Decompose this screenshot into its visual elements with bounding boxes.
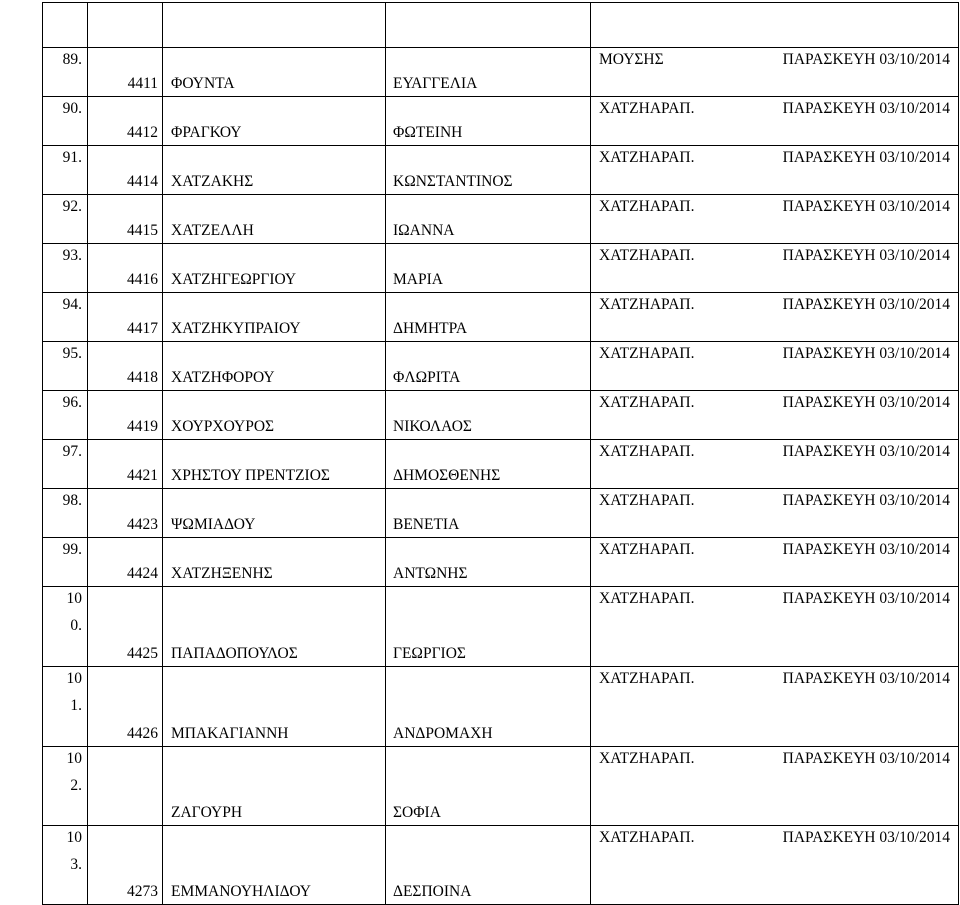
student-firstname: ΜΑΡΙΑ <box>393 271 443 288</box>
student-firstname: ΑΝΔΡΟΜΑΧΗ <box>393 725 493 742</box>
exam-cell <box>591 244 959 293</box>
student-surname: ΕΜΜΑΝΟΥΗΛΙΔΟΥ <box>171 883 311 900</box>
row-number-cell <box>43 747 88 826</box>
row-number-cell <box>43 48 88 97</box>
student-firstname: ΦΩΤΕΙΝΗ <box>393 124 463 141</box>
row-number-cell <box>43 293 88 342</box>
row-number-cell <box>43 342 88 391</box>
row-number-wrap: 0. <box>70 617 82 634</box>
examiner-name: ΧΑΤΖΗΑΡΑΠ. <box>599 750 695 767</box>
student-surname: ΦΡΑΓΚΟΥ <box>171 124 242 141</box>
student-surname: ΦΟΥΝΤΑ <box>171 75 235 92</box>
student-surname: ΧΡΗΣΤΟΥ ΠΡΕΝΤΖΙΟΣ <box>171 467 330 484</box>
row-number-cell <box>43 826 88 905</box>
student-firstname: ΣΟΦΙΑ <box>393 804 441 821</box>
examiner-name: ΧΑΤΖΗΑΡΑΠ. <box>599 394 695 411</box>
exam-cell <box>591 440 959 489</box>
row-number: 97. <box>62 443 82 460</box>
code-cell <box>88 587 163 667</box>
student-firstname: ΙΩΑΝΝΑ <box>393 222 455 239</box>
student-firstname: ΔΗΜΗΤΡΑ <box>393 320 468 337</box>
surname-cell <box>163 146 386 195</box>
student-code: 4412 <box>127 124 158 141</box>
exam-cell <box>591 146 959 195</box>
row-number: 91. <box>62 149 82 166</box>
exam-cell <box>591 97 959 146</box>
row-number: 94. <box>62 296 82 313</box>
row-number: 99. <box>62 541 82 558</box>
exam-date: ΠΑΡΑΣΚΕΥΗ 03/10/2014 <box>782 296 950 313</box>
table-row <box>43 489 959 538</box>
examiner-name: ΧΑΤΖΗΑΡΑΠ. <box>599 247 695 264</box>
row-number-cell <box>43 391 88 440</box>
table-header-row <box>43 3 959 48</box>
header-cell <box>386 3 591 48</box>
surname-cell <box>163 195 386 244</box>
exam-cell <box>591 538 959 587</box>
student-surname: ΠΑΠΑΔΟΠΟΥΛΟΣ <box>171 645 298 662</box>
exam-date: ΠΑΡΑΣΚΕΥΗ 03/10/2014 <box>782 492 950 509</box>
firstname-cell <box>386 97 591 146</box>
student-code: 4425 <box>127 645 158 662</box>
code-cell <box>88 48 163 97</box>
student-firstname: ΔΕΣΠΟΙΝΑ <box>393 883 472 900</box>
code-cell <box>88 342 163 391</box>
code-cell <box>88 489 163 538</box>
surname-cell <box>163 97 386 146</box>
firstname-cell <box>386 48 591 97</box>
table-row <box>43 538 959 587</box>
header-cell <box>163 3 386 48</box>
code-cell <box>88 195 163 244</box>
table-row <box>43 97 959 146</box>
table-row <box>43 195 959 244</box>
student-code: 4411 <box>127 75 158 92</box>
row-number-cell <box>43 440 88 489</box>
row-number: 10 <box>66 590 82 607</box>
student-code: 4419 <box>127 418 158 435</box>
exam-cell <box>591 48 959 97</box>
row-number-cell <box>43 244 88 293</box>
exam-cell <box>591 293 959 342</box>
exam-date: ΠΑΡΑΣΚΕΥΗ 03/10/2014 <box>782 100 950 117</box>
student-code: 4424 <box>127 565 158 582</box>
firstname-cell <box>386 538 591 587</box>
surname-cell <box>163 489 386 538</box>
student-firstname: ΚΩΝΣΤΑΝΤΙΝΟΣ <box>393 173 513 190</box>
exam-cell <box>591 342 959 391</box>
code-cell <box>88 667 163 747</box>
firstname-cell <box>386 489 591 538</box>
exam-cell <box>591 391 959 440</box>
row-number-cell <box>43 146 88 195</box>
exam-cell <box>591 667 959 747</box>
examiner-name: ΧΑΤΖΗΑΡΑΠ. <box>599 670 695 687</box>
code-cell <box>88 293 163 342</box>
header-cell <box>88 3 163 48</box>
firstname-cell <box>386 293 591 342</box>
row-number-cell <box>43 587 88 667</box>
surname-cell <box>163 440 386 489</box>
firstname-cell <box>386 391 591 440</box>
examiner-name: ΧΑΤΖΗΑΡΑΠ. <box>599 590 695 607</box>
student-code: 4416 <box>127 271 158 288</box>
surname-cell <box>163 538 386 587</box>
row-number: 89. <box>62 51 82 68</box>
firstname-cell <box>386 587 591 667</box>
code-cell <box>88 538 163 587</box>
exam-date: ΠΑΡΑΣΚΕΥΗ 03/10/2014 <box>782 345 950 362</box>
firstname-cell <box>386 146 591 195</box>
surname-cell <box>163 48 386 97</box>
table-row <box>43 146 959 195</box>
student-code: 4418 <box>127 369 158 386</box>
table-row <box>43 587 959 667</box>
student-firstname: ΔΗΜΟΣΘΕΝΗΣ <box>393 467 501 484</box>
student-surname: ΧΑΤΖΗΦΟΡΟΥ <box>171 369 275 386</box>
exam-cell <box>591 826 959 905</box>
examiner-name: ΧΑΤΖΗΑΡΑΠ. <box>599 198 695 215</box>
surname-cell <box>163 342 386 391</box>
firstname-cell <box>386 440 591 489</box>
exam-date: ΠΑΡΑΣΚΕΥΗ 03/10/2014 <box>782 198 950 215</box>
student-code: 4415 <box>127 222 158 239</box>
student-surname: ΧΑΤΖΑΚΗΣ <box>171 173 254 190</box>
examiner-name: ΧΑΤΖΗΑΡΑΠ. <box>599 296 695 313</box>
student-firstname: ΒΕΝΕΤΙΑ <box>393 516 460 533</box>
examiner-name: ΧΑΤΖΗΑΡΑΠ. <box>599 345 695 362</box>
firstname-cell <box>386 667 591 747</box>
row-number: 96. <box>62 394 82 411</box>
code-cell <box>88 146 163 195</box>
student-code: 4273 <box>127 883 158 900</box>
code-cell <box>88 244 163 293</box>
exam-cell <box>591 195 959 244</box>
firstname-cell <box>386 195 591 244</box>
student-surname: ΨΩΜΙΑΔΟΥ <box>171 516 256 533</box>
firstname-cell <box>386 244 591 293</box>
examiner-name: ΜΟΥΣΗΣ <box>599 51 664 68</box>
student-firstname: ΝΙΚΟΛΑΟΣ <box>393 418 472 435</box>
table-row <box>43 342 959 391</box>
surname-cell <box>163 244 386 293</box>
student-surname: ΧΟΥΡΧΟΥΡΟΣ <box>171 418 275 435</box>
student-firstname: ΦΛΩΡΙΤΑ <box>393 369 461 386</box>
exam-date: ΠΑΡΑΣΚΕΥΗ 03/10/2014 <box>782 670 950 687</box>
surname-cell <box>163 587 386 667</box>
row-number: 92. <box>62 198 82 215</box>
table-row <box>43 747 959 826</box>
student-code: 4423 <box>127 516 158 533</box>
row-number: 95. <box>62 345 82 362</box>
code-cell <box>88 826 163 905</box>
student-firstname: ΑΝΤΩΝΗΣ <box>393 565 468 582</box>
row-number: 98. <box>62 492 82 509</box>
exam-date: ΠΑΡΑΣΚΕΥΗ 03/10/2014 <box>782 247 950 264</box>
examiner-name: ΧΑΤΖΗΑΡΑΠ. <box>599 492 695 509</box>
student-code: 4417 <box>127 320 158 337</box>
exam-date: ΠΑΡΑΣΚΕΥΗ 03/10/2014 <box>782 541 950 558</box>
examiner-name: ΧΑΤΖΗΑΡΑΠ. <box>599 829 695 846</box>
student-code: 4421 <box>127 467 158 484</box>
exam-schedule-table <box>42 2 959 905</box>
exam-date: ΠΑΡΑΣΚΕΥΗ 03/10/2014 <box>782 394 950 411</box>
table-row <box>43 293 959 342</box>
surname-cell <box>163 826 386 905</box>
row-number-cell <box>43 97 88 146</box>
exam-date: ΠΑΡΑΣΚΕΥΗ 03/10/2014 <box>782 750 950 767</box>
student-surname: ΖΑΓΟΥΡΗ <box>171 804 243 821</box>
exam-date: ΠΑΡΑΣΚΕΥΗ 03/10/2014 <box>782 149 950 166</box>
table-row <box>43 48 959 97</box>
exam-cell <box>591 747 959 826</box>
firstname-cell <box>386 342 591 391</box>
code-cell <box>88 440 163 489</box>
table-row <box>43 391 959 440</box>
firstname-cell <box>386 747 591 826</box>
row-number-cell <box>43 489 88 538</box>
row-number: 10 <box>66 750 82 767</box>
table-row <box>43 244 959 293</box>
examiner-name: ΧΑΤΖΗΑΡΑΠ. <box>599 149 695 166</box>
row-number: 10 <box>66 829 82 846</box>
exam-cell <box>591 489 959 538</box>
code-cell <box>88 391 163 440</box>
code-cell <box>88 747 163 826</box>
table-row <box>43 667 959 747</box>
surname-cell <box>163 293 386 342</box>
row-number: 90. <box>62 100 82 117</box>
table-row <box>43 826 959 905</box>
row-number: 93. <box>62 247 82 264</box>
row-number-wrap: 1. <box>70 697 82 714</box>
exam-date: ΠΑΡΑΣΚΕΥΗ 03/10/2014 <box>782 443 950 460</box>
firstname-cell <box>386 826 591 905</box>
code-cell <box>88 97 163 146</box>
surname-cell <box>163 391 386 440</box>
exam-cell <box>591 587 959 667</box>
row-number-wrap: 2. <box>70 777 82 794</box>
student-firstname: ΕΥΑΓΓΕΛΙΑ <box>393 75 478 92</box>
student-code: 4414 <box>127 173 158 190</box>
student-surname: ΧΑΤΖΕΛΛΗ <box>171 222 254 239</box>
row-number-cell <box>43 538 88 587</box>
surname-cell <box>163 747 386 826</box>
examiner-name: ΧΑΤΖΗΑΡΑΠ. <box>599 443 695 460</box>
header-cell <box>43 3 88 48</box>
student-surname: ΧΑΤΖΗΞΕΝΗΣ <box>171 565 273 582</box>
exam-date: ΠΑΡΑΣΚΕΥΗ 03/10/2014 <box>782 51 950 68</box>
student-surname: ΧΑΤΖΗΓΕΩΡΓΙΟΥ <box>171 271 297 288</box>
student-surname: ΧΑΤΖΗΚΥΠΡΑΙΟΥ <box>171 320 301 337</box>
row-number: 10 <box>66 670 82 687</box>
exam-date: ΠΑΡΑΣΚΕΥΗ 03/10/2014 <box>782 829 950 846</box>
examiner-name: ΧΑΤΖΗΑΡΑΠ. <box>599 541 695 558</box>
row-number-wrap: 3. <box>70 856 82 873</box>
surname-cell <box>163 667 386 747</box>
header-cell <box>591 3 959 48</box>
row-number-cell <box>43 195 88 244</box>
table-row <box>43 440 959 489</box>
student-surname: ΜΠΑΚΑΓΙΑΝΝΗ <box>171 725 289 742</box>
exam-date: ΠΑΡΑΣΚΕΥΗ 03/10/2014 <box>782 590 950 607</box>
student-firstname: ΓΕΩΡΓΙΟΣ <box>393 645 466 662</box>
examiner-name: ΧΑΤΖΗΑΡΑΠ. <box>599 100 695 117</box>
row-number-cell <box>43 667 88 747</box>
student-code: 4426 <box>127 725 158 742</box>
